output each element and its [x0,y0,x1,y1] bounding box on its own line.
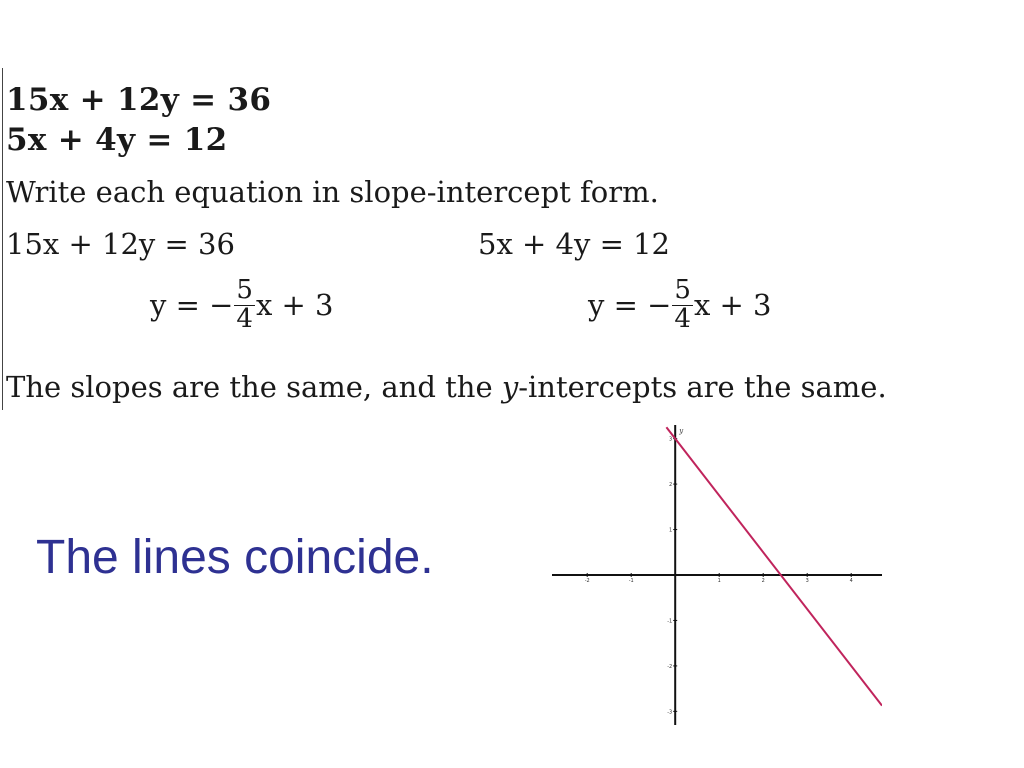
y-tick-label: 3 [669,436,673,443]
conclusion-text [6,370,887,404]
system-equation-2: 5x + 4y = 12 [6,122,228,158]
right-original-equation: 5x + 4y = 12 [478,227,671,261]
right-fraction-denominator: 4 [674,303,691,334]
right-fraction-numerator: 5 [674,275,691,306]
left-fraction-numerator: 5 [236,275,253,306]
x-tick-label: 4 [849,578,853,584]
x-tick-label: 1 [717,578,721,584]
left-slope-fraction [234,277,255,333]
x-tick-label: -2 [584,578,590,584]
caption-lines-coincide: The lines coincide. [36,531,434,584]
system-equation-1: 15x + 12y = 36 [6,82,272,118]
y-axis-label: y [679,427,684,435]
instruction-text: Write each equation in slope-intercept form. [6,175,659,209]
conclusion-before: The slopes are the same, and the [6,370,502,404]
left-slope-intercept-equation [150,270,334,340]
right-rhs: x + 3 [693,288,772,322]
y-tick-label: -1 [667,618,673,625]
margin-rule [2,68,3,410]
left-lhs: y = − [150,288,234,322]
y-tick-label: 1 [669,527,673,534]
x-tick-label: 2 [761,578,765,584]
line-series [666,427,882,705]
right-slope-intercept-equation [588,270,772,340]
graph-series [666,427,882,705]
conclusion-after: -intercepts are the same. [518,370,887,404]
y-tick-label: -2 [667,663,673,670]
left-fraction-denominator: 4 [236,303,253,334]
conclusion-italic-y: y [501,370,519,404]
y-tick-label: 2 [669,482,673,489]
coordinate-graph [552,425,882,725]
right-lhs: y = − [588,288,672,322]
graph-axes [552,425,882,725]
left-rhs: x + 3 [255,288,334,322]
y-tick-label: -3 [667,709,673,716]
x-tick-label: -1 [628,578,634,584]
x-tick-label: 3 [805,578,809,584]
right-slope-fraction [672,277,693,333]
left-original-equation: 15x + 12y = 36 [6,227,235,261]
